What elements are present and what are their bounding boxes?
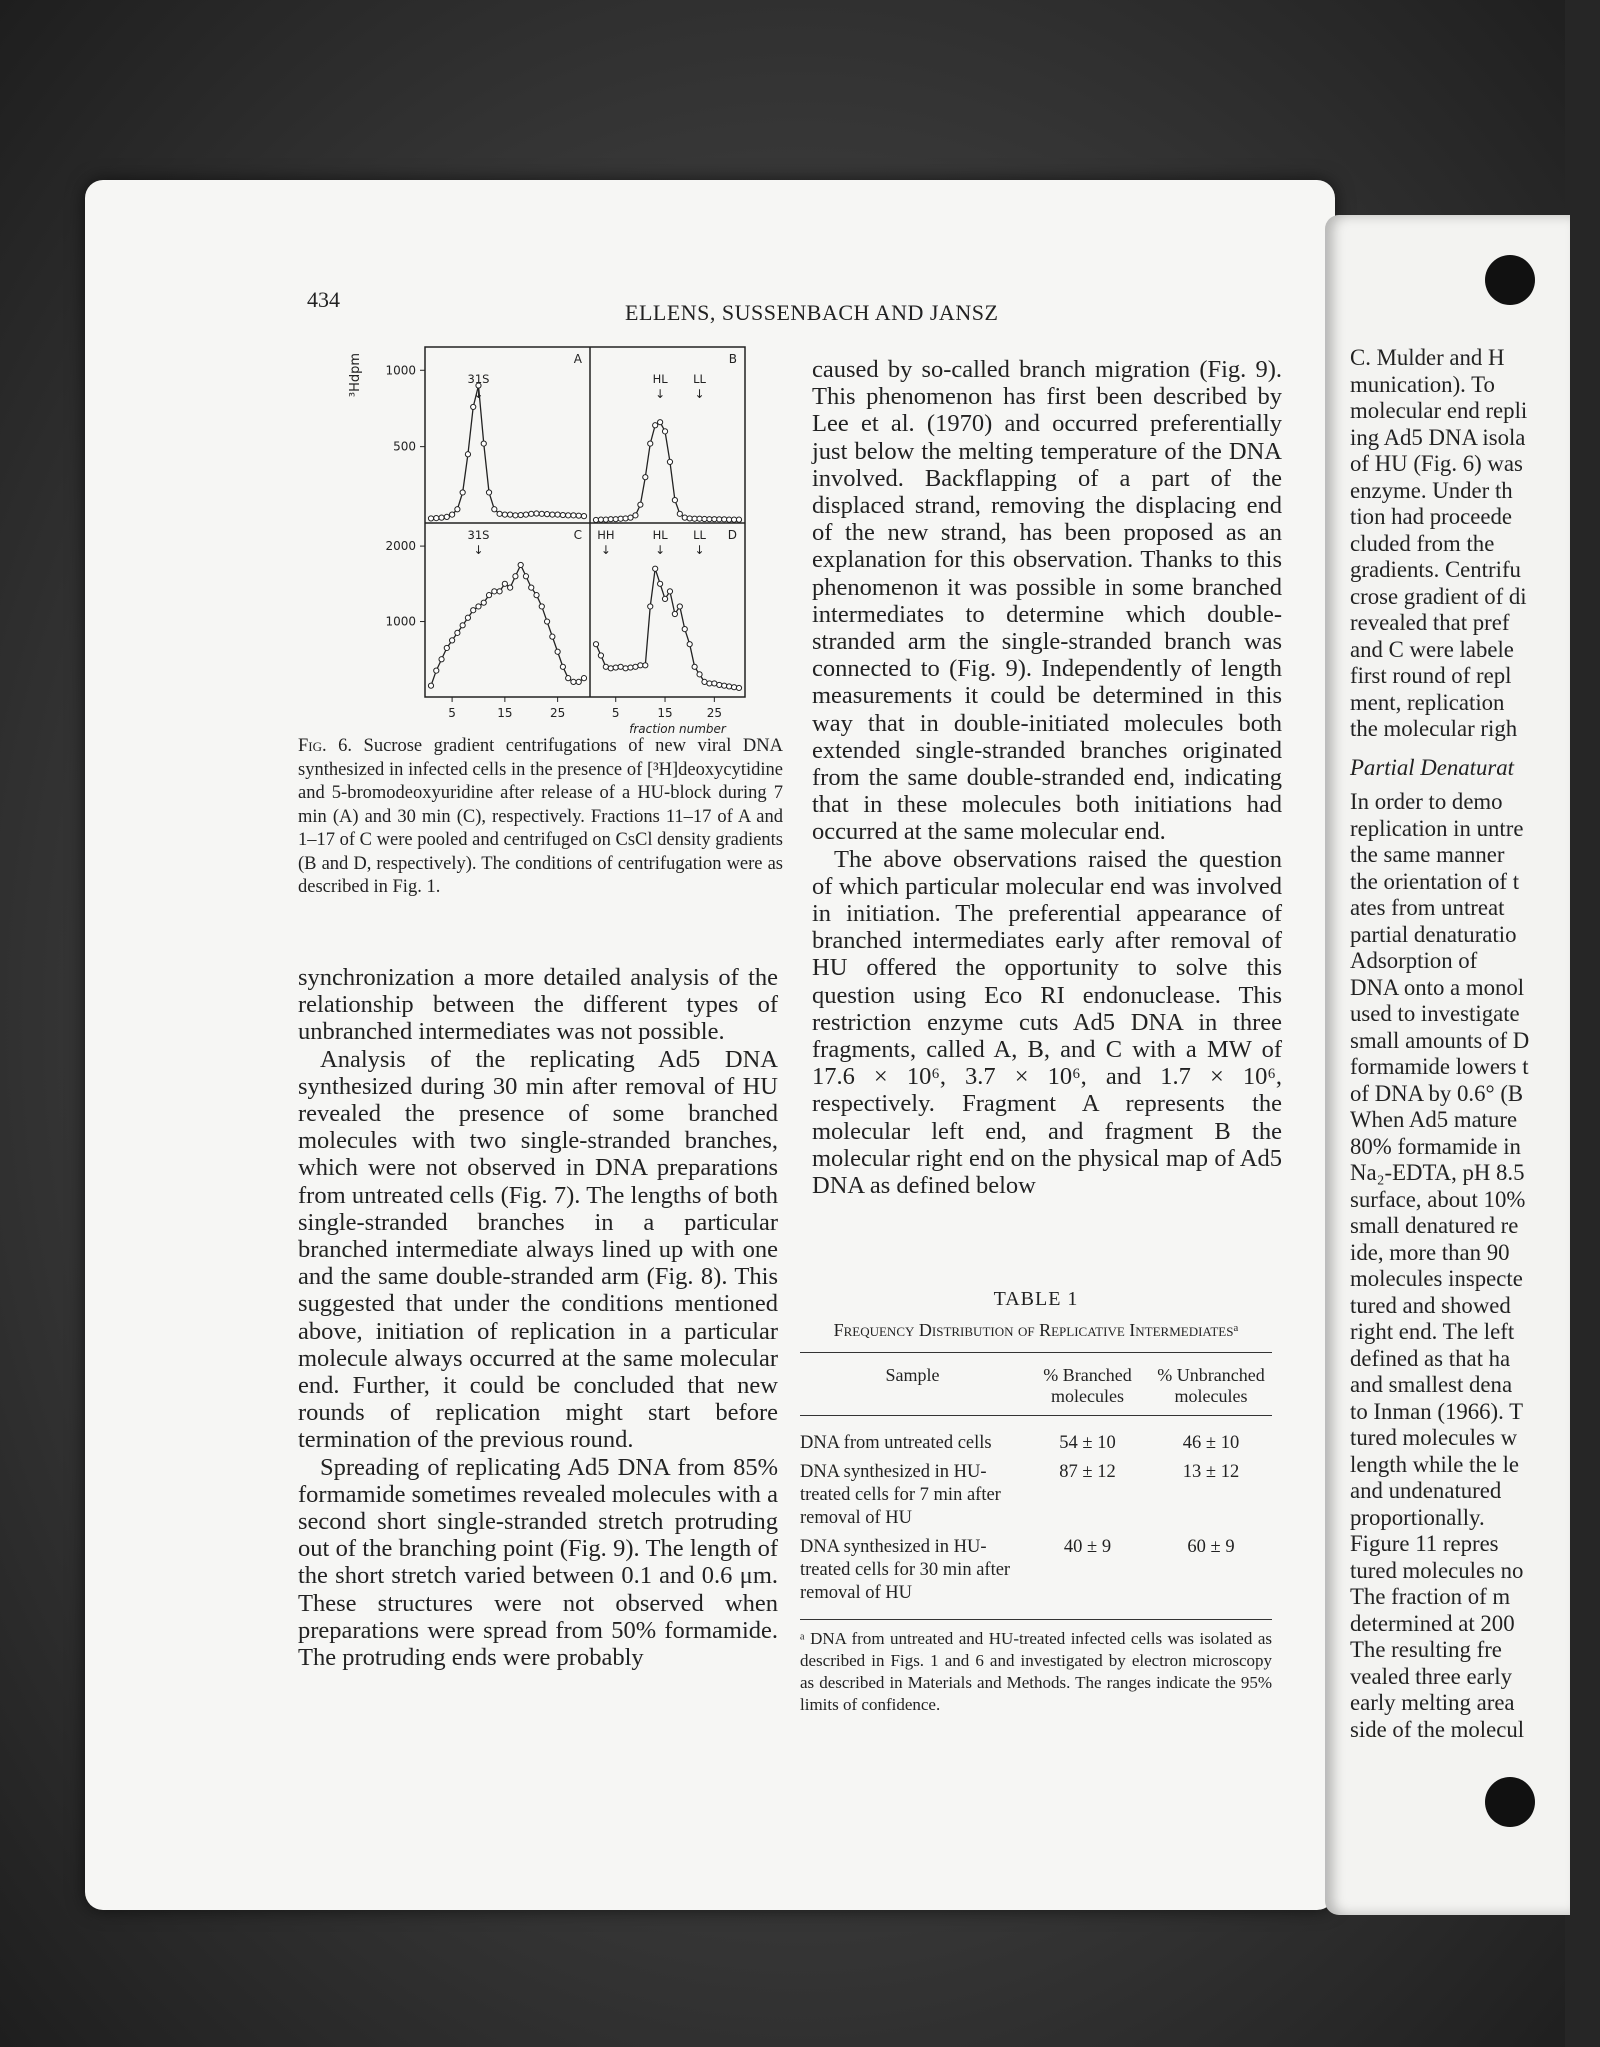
- data-point-B: [638, 502, 643, 507]
- data-point-D: [707, 681, 712, 686]
- data-point-C: [534, 593, 539, 598]
- data-point-B: [736, 517, 741, 522]
- marker-arrow: ↓: [694, 543, 705, 557]
- data-point-C: [455, 630, 460, 635]
- marker-label: LL: [693, 528, 706, 542]
- data-point-A: [571, 513, 576, 518]
- adjacent-line: 80% formamide in: [1350, 1133, 1521, 1159]
- scan-right-border: [1565, 0, 1600, 2047]
- adjacent-line: The fraction of m: [1350, 1584, 1511, 1609]
- data-point-C: [460, 623, 465, 628]
- left-paragraph-3: Spreading of replicating Ad5 DNA from 85% formamide sometimes revealed molecules with a second short single-stranded stretch protruding out of the branching point (Fig. 9). The length of the short stretch varied between 0.1 and 0.6 μm. These structures were not observed when preparations were spread from 50% formamide. The protruding ends were probably: [298, 1453, 778, 1672]
- adjacent-line: molecular end repli: [1350, 398, 1528, 423]
- left-paragraph-2: Analysis of the replicating Ad5 DNA synthesized during 30 min after removal of HU revealed the presence of some branched molecules with two single-stranded branches, which were not observed in DNA preparations from untreated cells (Fig. 7). The lengths of both single-stranded branches in a particular branched intermediate always lined up with one and the same double-stranded arm (Fig. 8). This suggested that under the conditions mentioned above, initiation of replication in a particular molecule always occurred at the same molecular end. Further, it could be concluded that new rounds of replication might start before termination of the previous round.: [298, 1045, 778, 1454]
- binder-hole-top: [1485, 255, 1535, 305]
- adjacent-line: ing Ad5 DNA isola: [1350, 424, 1526, 450]
- adjacent-line: small denatured re: [1350, 1213, 1519, 1238]
- x-tick-label: 5: [448, 706, 456, 720]
- data-point-C: [566, 676, 571, 681]
- data-point-C: [576, 679, 581, 684]
- adjacent-line: The resulting fre: [1350, 1637, 1502, 1662]
- data-point-D: [653, 566, 658, 571]
- series-line-B: [596, 422, 739, 520]
- marker-label: HL: [652, 528, 668, 542]
- data-point-C: [486, 593, 491, 598]
- data-point-B: [603, 517, 608, 522]
- data-point-A: [492, 507, 497, 512]
- figure-x-axis-label: fraction number: [629, 722, 726, 735]
- adjacent-line: ide, more than 90: [1350, 1239, 1510, 1265]
- cell-branched: 54 ± 10: [1059, 1433, 1116, 1453]
- data-point-A: [550, 512, 555, 517]
- table-row: [800, 1461, 1272, 1530]
- marker-label: 31S: [467, 372, 490, 386]
- page-number: 434: [307, 287, 340, 312]
- data-point-C: [502, 581, 507, 586]
- data-point-B: [707, 517, 712, 522]
- adjacent-line: side of the molecul: [1350, 1716, 1525, 1742]
- adjacent-line: In order to demo: [1350, 789, 1503, 814]
- cell-unbranched: 60 ± 9: [1187, 1537, 1235, 1557]
- running-head: ELLENS, SUSSENBACH AND JANSZ: [625, 300, 999, 325]
- right-paragraph-2: The above observations raised the question of which particular molecular end was involved in initiation. The preferential appearance of branched intermediates early after removal of HU offered the opportunity to solve this question using Eco RI endonuclease. This restriction enzyme cuts Ad5 DNA in three fragments, called A, B, and C with a MW of 17.6 × 10⁶, 3.7 × 10⁶, and 1.7 × 10⁶, respectively. Fragment A represents the molecular left end, and fragment B the molecular right end on the physical map of Ad5 DNA as defined below: [812, 845, 1282, 1200]
- data-point-A: [581, 514, 586, 519]
- data-point-C: [428, 683, 433, 688]
- data-point-A: [455, 507, 460, 512]
- data-point-C: [523, 574, 528, 579]
- data-point-B: [623, 516, 628, 521]
- data-point-D: [658, 581, 663, 586]
- data-point-B: [618, 516, 623, 521]
- data-point-D: [677, 604, 682, 609]
- left-column: [298, 964, 778, 1671]
- marker-arrow: ↓: [694, 387, 705, 401]
- data-point-B: [697, 516, 702, 521]
- marker-arrow: ↓: [473, 387, 484, 401]
- adjacent-line: molecules inspecte: [1350, 1266, 1523, 1291]
- y-tick-label: 1000: [385, 614, 416, 629]
- figure-6-chart: [345, 335, 765, 735]
- adjacent-line: early melting area: [1350, 1690, 1515, 1715]
- data-point-D: [648, 604, 653, 609]
- data-point-C: [465, 615, 470, 620]
- adjacent-line: and C were labele: [1350, 636, 1514, 662]
- data-point-D: [667, 589, 672, 594]
- x-tick-label: 15: [497, 706, 513, 720]
- data-point-C: [450, 638, 455, 643]
- data-point-B: [727, 517, 732, 522]
- data-point-B: [653, 423, 658, 428]
- data-point-B: [722, 517, 727, 522]
- panel-letter: A: [573, 352, 582, 366]
- adjacent-line: C. Mulder and H: [1350, 345, 1505, 370]
- data-point-C: [581, 676, 586, 681]
- data-point-D: [623, 666, 628, 671]
- adjacent-line: tion had proceede: [1350, 504, 1513, 529]
- data-point-A: [460, 490, 465, 495]
- adjacent-line: enzyme. Under th: [1350, 477, 1513, 503]
- marker-label: 31S: [467, 528, 490, 542]
- cell-sample: DNA synthesized in HU-treated cells for 30 min after removal of HU: [800, 1537, 1011, 1603]
- data-point-B: [702, 516, 707, 521]
- data-point-A: [576, 513, 581, 518]
- data-point-B: [648, 441, 653, 446]
- figure-y-axis-label: ³Hdpm: [348, 352, 363, 398]
- marker-label: LL: [693, 372, 706, 386]
- marker-arrow: ↓: [655, 543, 666, 557]
- data-point-A: [465, 452, 470, 457]
- data-point-A: [481, 441, 486, 446]
- data-point-A: [497, 511, 502, 516]
- adjacent-line: length while the le: [1350, 1451, 1520, 1477]
- data-point-B: [658, 420, 663, 425]
- data-point-C: [539, 604, 544, 609]
- data-point-D: [722, 683, 727, 688]
- data-point-D: [662, 596, 667, 601]
- y-tick-label: 1000: [385, 363, 416, 378]
- data-point-D: [736, 685, 741, 690]
- data-point-D: [672, 611, 677, 616]
- adjacent-line: Figure 11 repres: [1350, 1531, 1499, 1556]
- table-footnote: ᵃ DNA from untreated and HU-treated infected cells was isolated as described in Figs. 1 and 6 and investigated by electron microscopy as described in Materials and Methods. The ranges indicate the 95% limits of confidence.: [800, 1619, 1272, 1716]
- adjacent-line: formamide lowers t: [1350, 1054, 1529, 1079]
- data-point-B: [613, 517, 618, 522]
- adjacent-line: crose gradient of di: [1350, 583, 1527, 609]
- marker-arrow: ↓: [473, 543, 484, 557]
- marker-label: HH: [597, 528, 615, 542]
- figure-6: [345, 335, 765, 735]
- table-header-row: [800, 1352, 1272, 1415]
- data-point-C: [513, 574, 518, 579]
- adjacent-line: the same manner: [1350, 842, 1505, 867]
- y-tick-label: 2000: [385, 539, 416, 554]
- data-point-A: [560, 512, 565, 517]
- panel-letter: D: [727, 528, 737, 542]
- table-row: [800, 1536, 1272, 1605]
- adjacent-line: ates from untreat: [1350, 895, 1505, 920]
- adjacent-page-text: [1350, 345, 1570, 1743]
- data-point-C: [497, 589, 502, 594]
- adjacent-line: and undenatured: [1350, 1478, 1502, 1503]
- adjacent-line: DNA onto a monol: [1350, 974, 1525, 1000]
- data-point-B: [712, 517, 717, 522]
- right-column: [812, 356, 1282, 1199]
- binder-hole-bottom: [1485, 1777, 1535, 1827]
- data-point-A: [428, 516, 433, 521]
- adjacent-section-heading: Partial Denaturat: [1350, 754, 1515, 780]
- data-point-D: [628, 665, 633, 670]
- data-point-A: [444, 514, 449, 519]
- table-subtitle: Frequency Distribution of Replicative Intermediatesᵃ: [833, 1320, 1239, 1340]
- data-point-D: [731, 685, 736, 690]
- data-point-C: [492, 589, 497, 594]
- data-point-C: [555, 649, 560, 654]
- data-point-B: [682, 515, 687, 520]
- adjacent-line: of DNA by 0.6° (B: [1350, 1080, 1524, 1106]
- figure-caption-label: Fig. 6.: [298, 736, 353, 756]
- cell-branched: 40 ± 9: [1063, 1537, 1112, 1557]
- table-row: [800, 1432, 1272, 1455]
- adjacent-line: proportionally.: [1350, 1504, 1485, 1530]
- adjacent-line: vealed three early: [1350, 1663, 1513, 1689]
- data-point-B: [672, 497, 677, 502]
- data-point-D: [697, 672, 702, 677]
- data-point-A: [450, 512, 455, 517]
- data-point-B: [692, 516, 697, 521]
- adjacent-line: right end. The left: [1350, 1319, 1515, 1344]
- data-point-A: [523, 512, 528, 517]
- adjacent-line: replication in untre: [1350, 815, 1524, 841]
- adjacent-line: to Inman (1966). T: [1350, 1398, 1524, 1424]
- header-sample: Sample: [885, 1365, 940, 1385]
- adjacent-line: gradients. Centrifu: [1350, 557, 1521, 582]
- adjacent-line: revealed that pref: [1350, 610, 1510, 635]
- data-point-A: [518, 512, 523, 517]
- data-point-B: [628, 515, 633, 520]
- header-branched: % Branched molecules: [1043, 1365, 1132, 1406]
- figure-caption-text: Sucrose gradient centrifugations of new viral DNA synthesized in infected cells in the presence of [³H]deoxycytidine and 5-bromodeoxyuridine after release of a HU-block during 7 min (A) and 30 min (C), respectively. Fractions 11–17 of A and 1–17 of C were pooled and centrifuged on CsCl density gradients (B and D, respectively). The conditions of centrifugation were as described in Fig. 1.: [298, 736, 784, 897]
- adjacent-line: surface, about 10%: [1350, 1186, 1526, 1212]
- adjacent-line: the orientation of t: [1350, 868, 1520, 894]
- adjacent-line: small amounts of D: [1350, 1027, 1530, 1053]
- panel-letter: C: [573, 528, 582, 542]
- series-line-A: [431, 386, 584, 519]
- data-point-C: [550, 634, 555, 639]
- data-point-C: [481, 600, 486, 605]
- data-point-B: [687, 516, 692, 521]
- data-point-A: [471, 404, 476, 409]
- data-point-B: [677, 511, 682, 516]
- data-point-D: [603, 664, 608, 669]
- data-point-D: [687, 642, 692, 647]
- adjacent-line: Na₂-EDTA, pH 8.5: [1350, 1160, 1525, 1185]
- adjacent-line: of HU (Fig. 6) was: [1350, 451, 1523, 476]
- data-point-D: [682, 626, 687, 631]
- data-point-A: [502, 512, 507, 517]
- adjacent-line: munication). To: [1350, 371, 1495, 397]
- adjacent-line: defined as that ha: [1350, 1345, 1511, 1371]
- data-point-A: [486, 490, 491, 495]
- adjacent-line: When Ad5 mature: [1350, 1107, 1518, 1132]
- header-unbranched: % Unbranched molecules: [1157, 1365, 1265, 1406]
- data-point-A: [534, 511, 539, 516]
- y-tick-label: 500: [393, 439, 416, 454]
- data-point-A: [539, 511, 544, 516]
- data-point-A: [544, 512, 549, 517]
- data-point-C: [471, 608, 476, 613]
- data-point-A: [529, 511, 534, 516]
- data-point-D: [712, 681, 717, 686]
- data-point-A: [434, 516, 439, 521]
- data-point-B: [717, 517, 722, 522]
- data-point-D: [618, 664, 623, 669]
- data-point-C: [434, 668, 439, 673]
- cell-sample: DNA from untreated cells: [800, 1433, 992, 1453]
- adjacent-line: the molecular righ: [1350, 716, 1518, 741]
- adjacent-line: tured and showed: [1350, 1292, 1511, 1318]
- data-point-C: [444, 645, 449, 650]
- data-point-A: [508, 512, 513, 517]
- data-point-D: [702, 679, 707, 684]
- marker-arrow: ↓: [600, 543, 611, 557]
- data-point-C: [571, 679, 576, 684]
- adjacent-line: Adsorption of: [1350, 948, 1478, 973]
- cell-sample: DNA synthesized in HU-treated cells for 7 min after removal of HU: [800, 1462, 1001, 1528]
- data-point-D: [633, 664, 638, 669]
- panel-letter: B: [728, 352, 737, 366]
- data-point-C: [508, 585, 513, 590]
- data-point-D: [613, 665, 618, 670]
- data-point-C: [544, 619, 549, 624]
- table-title: TABLE 1: [993, 1288, 1079, 1310]
- data-point-D: [608, 666, 613, 671]
- data-point-D: [717, 682, 722, 687]
- data-point-C: [529, 585, 534, 590]
- x-tick-label: 25: [706, 706, 722, 720]
- figure-caption: [298, 735, 783, 900]
- x-tick-label: 5: [611, 706, 620, 720]
- adjacent-line: used to investigate: [1350, 1001, 1520, 1026]
- cell-unbranched: 13 ± 12: [1182, 1462, 1240, 1482]
- data-point-B: [667, 459, 672, 464]
- adjacent-line: tured molecules w: [1350, 1425, 1518, 1450]
- x-tick-label: 15: [657, 706, 673, 720]
- data-point-C: [439, 657, 444, 662]
- adjacent-line: partial denaturatio: [1350, 921, 1517, 947]
- data-point-B: [633, 513, 638, 518]
- adjacent-line: first round of repl: [1350, 663, 1512, 688]
- cell-unbranched: 46 ± 10: [1182, 1433, 1240, 1453]
- x-tick-label: 25: [549, 706, 566, 720]
- adjacent-line: ment, replication: [1350, 689, 1505, 715]
- adjacent-page: [1325, 215, 1570, 1915]
- marker-arrow: ↓: [655, 387, 666, 401]
- cell-branched: 87 ± 12: [1059, 1462, 1116, 1482]
- data-point-D: [598, 653, 603, 658]
- data-point-D: [692, 664, 697, 669]
- data-point-C: [518, 562, 523, 567]
- data-point-D: [727, 684, 732, 689]
- adjacent-line: tured molecules no: [1350, 1557, 1524, 1583]
- data-point-D: [593, 642, 598, 647]
- data-point-B: [598, 517, 603, 522]
- left-paragraph-1: synchronization a more detailed analysis of the relationship between the different types of unbranched intermediates was not possible.: [298, 964, 778, 1046]
- data-point-B: [731, 517, 736, 522]
- marker-label: HL: [652, 372, 668, 386]
- data-point-B: [608, 517, 613, 522]
- data-point-B: [643, 475, 648, 480]
- data-point-D: [643, 663, 648, 668]
- adjacent-line: and smallest dena: [1350, 1372, 1513, 1397]
- data-point-B: [593, 517, 598, 522]
- right-paragraph-1: caused by so-called branch migration (Fig. 9). This phenomenon has first been described by Lee et al. (1970) and occurred preferentially just below the melting temperature of the DNA involved. Backflapping of a part of the displaced strand, removing the displacing end of the new strand, has been proposed as an explanation for this observation. Thanks to this phenomenon it was possible in some branched intermediates to determine which double-stranded arm the single-stranded branch was connected to (Fig. 9). Independently of length measurements it could be determined in this way that in double-initiated molecules both extended single-stranded branches originated from the same double-stranded end, indicating that in these molecules both initiations had occurred at the same molecular end.: [812, 356, 1282, 846]
- adjacent-line: determined at 200: [1350, 1610, 1515, 1636]
- data-point-A: [439, 515, 444, 520]
- table-1: [800, 1288, 1272, 1716]
- adjacent-line: cluded from the: [1350, 530, 1495, 556]
- data-point-B: [662, 429, 667, 434]
- data-point-A: [566, 513, 571, 518]
- data-point-A: [513, 513, 518, 518]
- data-point-D: [638, 663, 643, 668]
- data-point-C: [560, 664, 565, 669]
- data-point-A: [555, 512, 560, 517]
- data-point-C: [476, 604, 481, 609]
